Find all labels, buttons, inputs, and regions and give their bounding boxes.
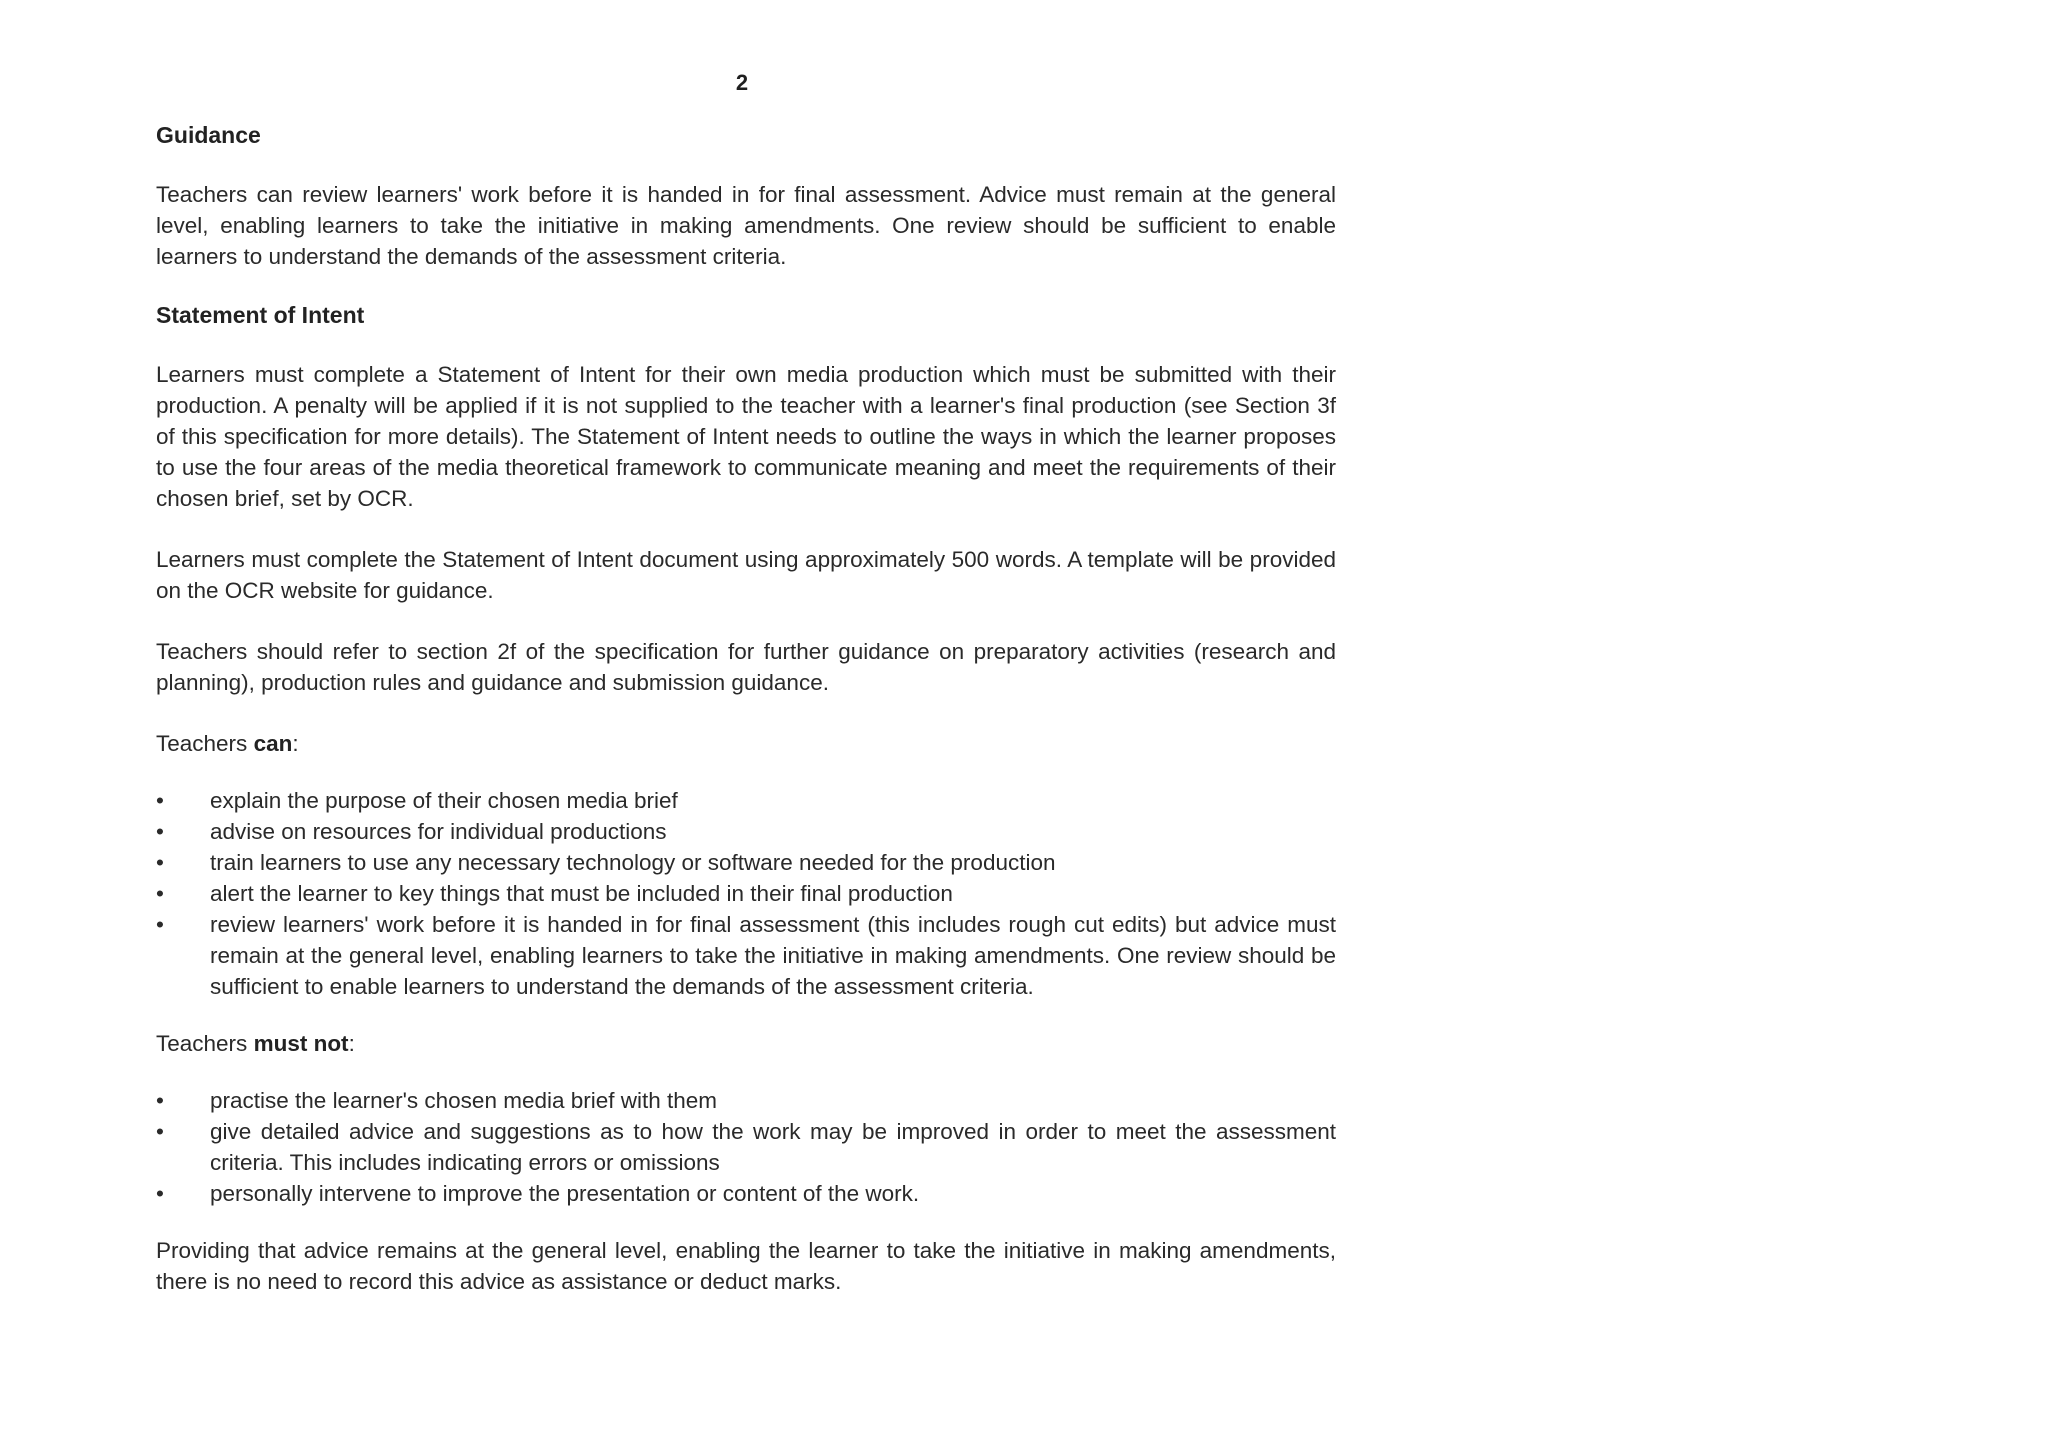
list-item-text: train learners to use any necessary technology or software needed for the production xyxy=(210,850,1056,875)
list-item-text: advise on resources for individual productions xyxy=(210,819,667,844)
bullet-icon: • xyxy=(156,1088,164,1113)
bullet-icon: • xyxy=(156,788,164,813)
bullet-icon: • xyxy=(156,819,164,844)
statement-of-intent-paragraph: Learners must complete a Statement of Intent for their own media production which must be submitted with their production. A penalty will be applied if it is not supplied to the teacher with a learner's final production (see Section 3f of this specification for more details). The Statement of Intent needs to outline the ways in which the learner proposes to use the four areas of the media theoretical framework to communicate meaning and meet the requirements of their chosen brief, set by OCR. xyxy=(156,362,1336,511)
teachers-can-list xyxy=(156,785,1336,1002)
teachers-can-section xyxy=(156,728,1336,1002)
statement-of-intent-heading: Statement of Intent xyxy=(156,302,365,328)
teachers-can-intro xyxy=(156,728,1336,759)
list-item xyxy=(156,1116,1336,1178)
teachers-can-intro-prefix: Teachers xyxy=(156,731,254,756)
teachers-must-not-intro xyxy=(156,1028,1336,1059)
guidance-section xyxy=(156,122,1336,272)
list-item xyxy=(156,785,1336,816)
statement-of-intent-paragraph: Teachers should refer to section 2f of the specification for further guidance on preparatory activities (research and planning), production rules and guidance and submission guidance. xyxy=(156,639,1336,695)
list-item xyxy=(156,1178,1336,1209)
list-item-text: review learners' work before it is handed in for final assessment (this includes rough cut edits) but advice must remain at the general level, enabling learners to take the initiative in making amendments. One review should be sufficient to enable learners to understand the demands of the assessment criteria. xyxy=(210,912,1336,999)
list-item-text: give detailed advice and suggestions as to how the work may be improved in order to meet the assessment criteria. This includes indicating errors or omissions xyxy=(210,1119,1336,1175)
teachers-must-not-list xyxy=(156,1085,1336,1209)
bullet-icon: • xyxy=(156,881,164,906)
teachers-must-not-section xyxy=(156,1028,1336,1209)
statement-of-intent-section xyxy=(156,302,1336,698)
teachers-can-intro-suffix: : xyxy=(292,731,299,756)
list-item xyxy=(156,909,1336,1002)
bullet-icon: • xyxy=(156,912,164,937)
bullet-icon: • xyxy=(156,850,164,875)
teachers-must-not-intro-prefix: Teachers xyxy=(156,1031,254,1056)
list-item xyxy=(156,847,1336,878)
statement-of-intent-paragraph: Learners must complete the Statement of Intent document using approximately 500 words. A template will be provided on the OCR website for guidance. xyxy=(156,547,1336,603)
list-item xyxy=(156,1085,1336,1116)
list-item-text: explain the purpose of their chosen media brief xyxy=(210,788,678,813)
page-number: 2 xyxy=(735,70,749,95)
list-item xyxy=(156,878,1336,909)
list-item-text: alert the learner to key things that must be included in their final production xyxy=(210,881,953,906)
list-item-text: practise the learner's chosen media brief with them xyxy=(210,1088,718,1113)
bullet-icon: • xyxy=(156,1181,164,1206)
closing-paragraph: Providing that advice remains at the general level, enabling the learner to take the initiative in making amendments, there is no need to record this advice as assistance or deduct marks. xyxy=(156,1238,1336,1294)
document-page xyxy=(156,70,1336,1327)
teachers-must-not-intro-strong: must not xyxy=(253,1031,349,1056)
list-item xyxy=(156,816,1336,847)
guidance-heading: Guidance xyxy=(156,122,261,148)
guidance-paragraph: Teachers can review learners' work before it is handed in for final assessment. Advice must remain at the general level, enabling learners to take the initiative in making amendments. One review should be sufficient to enable learners to understand the demands of the assessment criteria. xyxy=(156,182,1336,269)
teachers-can-intro-strong: can xyxy=(253,731,293,756)
teachers-must-not-intro-suffix: : xyxy=(348,1031,355,1056)
bullet-icon: • xyxy=(156,1119,164,1144)
list-item-text: personally intervene to improve the presentation or content of the work. xyxy=(210,1181,920,1206)
